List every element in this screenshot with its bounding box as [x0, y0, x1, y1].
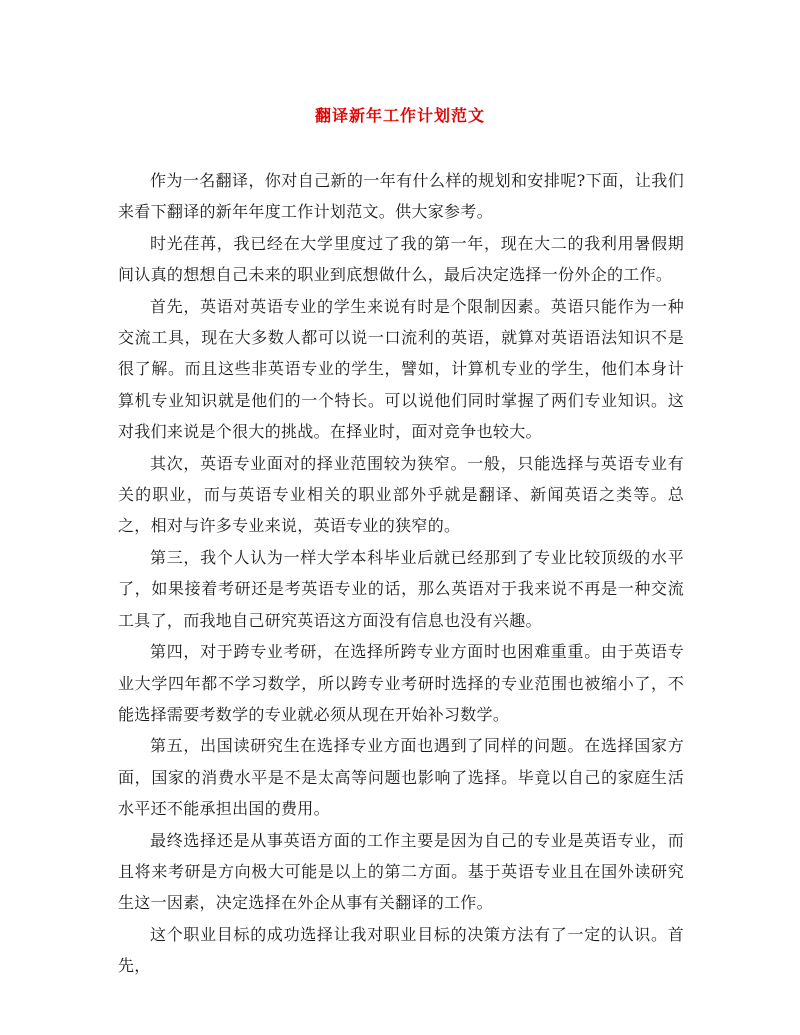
paragraph-fifth-point: 第五，出国读研究生在选择专业方面也遇到了同样的问题。在选择国家方面，国家的消费水平是不是太高等问题也影响了选择。毕竟以自己的家庭生活水平还不能承担出国的费用。: [118, 736, 684, 819]
paragraph-first-point: 首先，英语对英语专业的学生来说有时是个限制因素。英语只能作为一种交流工具，现在大多数人都可以说一口流利的英语，就算对英语语法知识不是很了解。而且这些非英语专业的学生，譬如，计算机专业的学生，他们本身计算机专业知识就是他们的一个特长。可以说他们同时掌握了两们专业知识。这对我们来说是个很大的挑战。在择业时，面对竞争也较大。: [118, 296, 684, 442]
paragraph-final-choice: 最终选择还是从事英语方面的工作主要是因为自己的专业是英语专业，而且将来考研是方向极大可能是以上的第二方面。基于英语专业且在国外读研究生这一因素，决定选择在外企从事有关翻译的工作。: [118, 830, 684, 913]
paragraph-background: 时光荏苒，我已经在大学里度过了我的第一年，现在大二的我利用暑假期间认真的想想自己未来的职业到底想做什么，最后决定选择一份外企的工作。: [118, 233, 684, 285]
paragraph-intro: 作为一名翻译，你对自己新的一年有什么样的规划和安排呢?下面，让我们来看下翻译的新年年度工作计划范文。供大家参考。: [118, 171, 684, 222]
document-body: [118, 165, 684, 982]
paragraph-third-point: 第三，我个人认为一样大学本科毕业后就已经那到了专业比较顶级的水平了，如果接着考研还是考英语专业的话，那么英语对于我来说不再是一种交流工具了，而我地自己研究英语这方面没有信息也没有兴趣。: [118, 547, 684, 630]
paragraph-reflection: 这个职业目标的成功选择让我对职业目标的决策方法有了一定的认识。首先，: [118, 924, 684, 976]
paragraph-second-point: 其次，英语专业面对的择业范围较为狭窄。一般，只能选择与英语专业有关的职业，而与英语专业相关的职业部外乎就是翻译、新闻英语之类等。总之，相对与许多专业来说，英语专业的狭窄的。: [118, 453, 684, 536]
document-title: 翻译新年工作计划范文: [314, 106, 485, 125]
paragraph-fourth-point: 第四，对于跨专业考研，在选择所跨专业方面时也困难重重。由于英语专业大学四年都不学习数学，所以跨专业考研时选择的专业范围也被缩小了，不能选择需要考数学的专业就必须从现在开始补习数学。: [118, 642, 684, 724]
